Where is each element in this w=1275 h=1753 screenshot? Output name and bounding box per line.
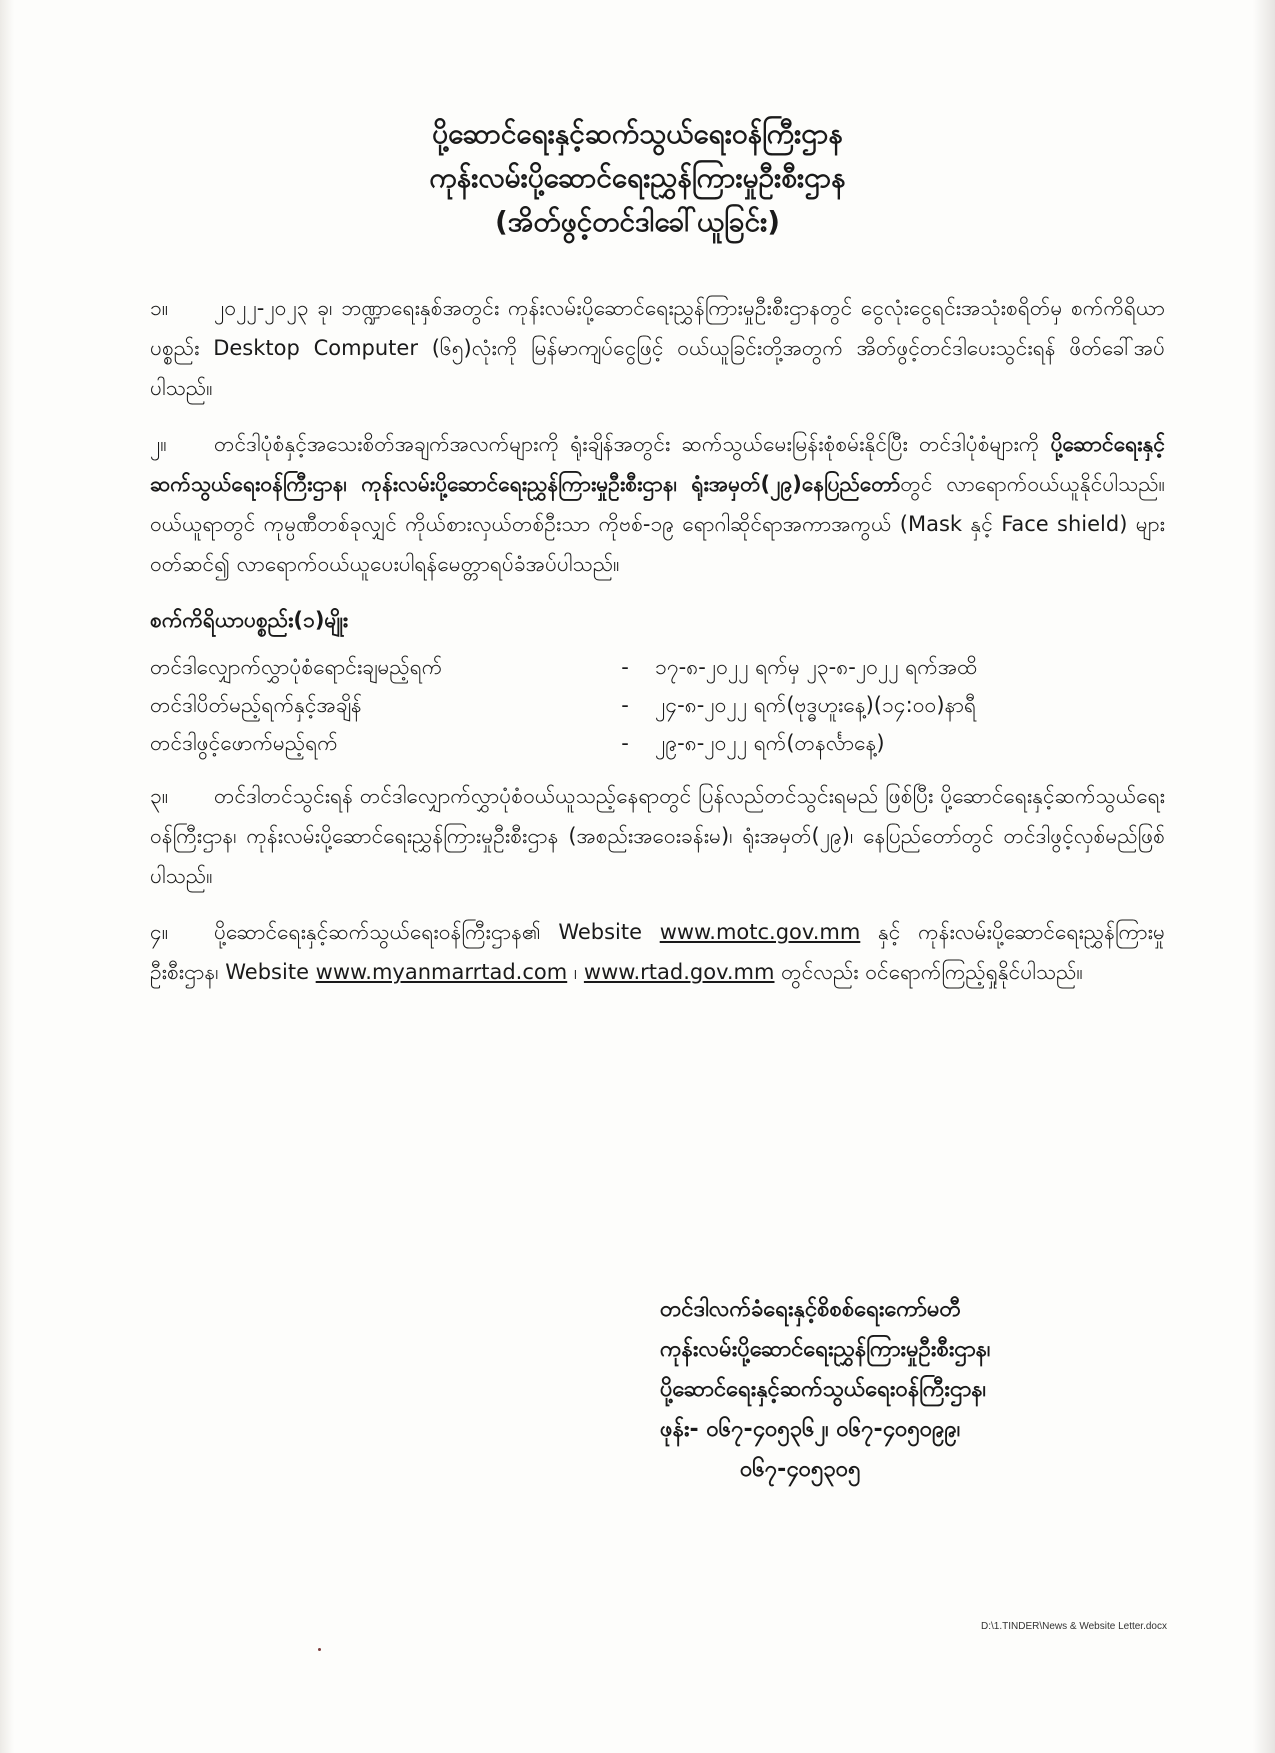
phone-numbers-cont: ၀၆၇-၄၀၅၃၀၅	[740, 1457, 861, 1482]
department-title: ကုန်းလမ်းပို့ဆောင်ရေးညွှန်ကြားမှုဦးစီးဌာန	[429, 161, 846, 194]
file-path-footer: D:\1.TINDER\News & Website Letter.docx	[981, 1621, 1167, 1632]
paragraph-2	[150, 424, 1165, 584]
paragraph-number: ၃။	[150, 784, 169, 808]
schedule-dash: -	[621, 693, 629, 717]
paragraph-number: ၄။	[150, 920, 169, 944]
paragraph-1	[150, 288, 1165, 408]
schedule-value: ၂၄-၈-၂၀၂၂ ရက်(ဗုဒ္ဓဟူးနေ့)(၁၄:၀၀)နာရီ	[655, 693, 977, 717]
paragraph-number: ၁။	[150, 296, 169, 320]
schedule-value: ၁၇-၈-၂၀၂၂ ရက်မှ ၂၃-၈-၂၀၂၂ ရက်အထိ	[655, 655, 978, 679]
paragraph-text: ၂၀၂၂-၂၀၂၃ ခု၊ ဘဏ္ဍာရေးနှစ်အတွင်း ကုန်းလမ်းပို့ဆောင်ရေးညွှန်ကြားမှုဦးစီးဌာနတွင် ငွေလုံးငွေရင်းအသုံးစရိတ်မှ စက်ကိရိယာပစ္စည်း Desktop Computer (၆၅)လုံးကို မြန်မာကျပ်ငွေဖြင့် ဝယ်ယူခြင်းတို့အတွက် အိတ်ဖွင့်တင်ဒါပေးသွင်းရန် ဖိတ်ခေါ်အပ်ပါသည်။	[150, 296, 1165, 400]
paragraph-4	[150, 912, 1165, 992]
schedule-dash: -	[621, 655, 629, 679]
paragraph-text: တင်ဒါပုံစံနှင့်အသေးစိတ်အချက်အလက်များကို ရုံးချိန်အတွင်း ဆက်သွယ်မေးမြန်းစုံစမ်းနိုင်ပြီး တင်ဒါပုံစံများကို	[214, 432, 1051, 456]
ministry-title: ပို့ဆောင်ရေးနှင့်ဆက်သွယ်ရေးဝန်ကြီးဌာန	[432, 117, 843, 150]
phone-numbers: ဖုန်း- ၀၆၇-၄၀၅၃၆၂၊ ၀၆၇-၄၀၅၀၉၉၊	[660, 1417, 961, 1442]
paragraph-number: ၂။	[150, 432, 167, 456]
document-header	[150, 112, 1125, 244]
schedule-list	[150, 648, 1165, 762]
myanmarrtad-website-link[interactable]: www.myanmarrtad.com	[315, 960, 568, 984]
paragraph-text-end: တွင်လည်း ဝင်ရောက်ကြည့်ရှုနိုင်ပါသည်။	[774, 960, 1083, 984]
schedule-value: ၂၉-၈-၂၀၂၂ ရက်(တနင်္လာနေ့)	[655, 731, 885, 755]
paragraph-text-cont: နှင့် ကုန်းလမ်းပို့ဆောင်ရေးညွှန်ကြားမှုဦးစီးဌာန၊ Website	[150, 920, 1165, 984]
schedule-row	[150, 648, 1165, 686]
schedule-dash: -	[621, 731, 629, 755]
section-title: စက်ကိရိယာပစ္စည်း(၁)မျိုး	[150, 608, 349, 632]
announcement-title: (အိတ်ဖွင့်တင်ဒါခေါ်ယူခြင်း)	[494, 205, 781, 238]
committee-name: တင်ဒါလက်ခံရေးနှင့်စိစစ်ရေးကော်မတီ	[660, 1297, 961, 1322]
signature-ministry: ပို့ဆောင်ရေးနှင့်ဆက်သွယ်ရေးဝန်ကြီးဌာန၊	[660, 1377, 987, 1402]
paragraph-text: ပို့ဆောင်ရေးနှင့်ဆက်သွယ်ရေးဝန်ကြီးဌာန၏ Website	[214, 920, 660, 944]
schedule-label: တင်ဒါလျှောက်လွှာပုံစံရောင်းချမည့်ရက်	[150, 655, 443, 679]
scan-edge-left	[0, 0, 14, 1753]
signature-department: ကုန်းလမ်းပို့ဆောင်ရေးညွှန်ကြားမှုဦးစီးဌာန၊	[660, 1337, 991, 1362]
office-address: ပို့ဆောင်ရေးနှင့်ဆက်သွယ်ရေးဝန်ကြီးဌာန၊ ကုန်းလမ်းပို့ဆောင်ရေးညွှန်ကြားမှုဦးစီးဌာန၊ ရုံးအမှတ်(၂၉)နေပြည်တော်	[150, 432, 1165, 496]
paragraph-3	[150, 776, 1165, 896]
scan-edge-right	[1253, 0, 1275, 1753]
paragraph-text-cont: တွင် လာရောက်ဝယ်ယူနိုင်ပါသည်။ ဝယ်ယူရာတွင် ကုမ္ပဏီတစ်ခုလျှင် ကိုယ်စားလှယ်တစ်ဦးသာ ကိုဗစ်-၁၉ ရောဂါဆိုင်ရာအကာအကွယ် (Mask နှင့် Face shield) များဝတ်ဆင်၍ လာရောက်ဝယ်ယူပေးပါရန်မေတ္တာရပ်ခံအပ်ပါသည်။	[150, 472, 1165, 576]
signature-block	[660, 1290, 1140, 1490]
schedule-row	[150, 686, 1165, 724]
rtad-website-link[interactable]: www.rtad.gov.mm	[583, 960, 775, 984]
scan-speck	[318, 1648, 321, 1651]
paragraph-text: တင်ဒါတင်သွင်းရန် တင်ဒါလျှောက်လွှာပုံစံဝယ်ယူသည့်နေရာတွင် ပြန်လည်တင်သွင်းရမည် ဖြစ်ပြီး ပို့ဆောင်ရေးနှင့်ဆက်သွယ်ရေးဝန်ကြီးဌာန၊ ကုန်းလမ်းပို့ဆောင်ရေးညွှန်ကြားမှုဦးစီးဌာန (အစည်းအဝေးခန်းမ)၊ ရုံးအမှတ်(၂၉)၊ နေပြည်တော်တွင် တင်ဒါဖွင့်လှစ်မည်ဖြစ်ပါသည်။	[150, 784, 1165, 888]
schedule-row	[150, 724, 1165, 762]
schedule-label: တင်ဒါဖွင့်ဖောက်မည့်ရက်	[150, 731, 338, 755]
link-separator: ၊	[567, 960, 584, 984]
document-body	[150, 288, 1165, 1008]
schedule-label: တင်ဒါပိတ်မည့်ရက်နှင့်အချိန်	[150, 693, 362, 717]
motc-website-link[interactable]: www.motc.gov.mm	[659, 920, 861, 944]
